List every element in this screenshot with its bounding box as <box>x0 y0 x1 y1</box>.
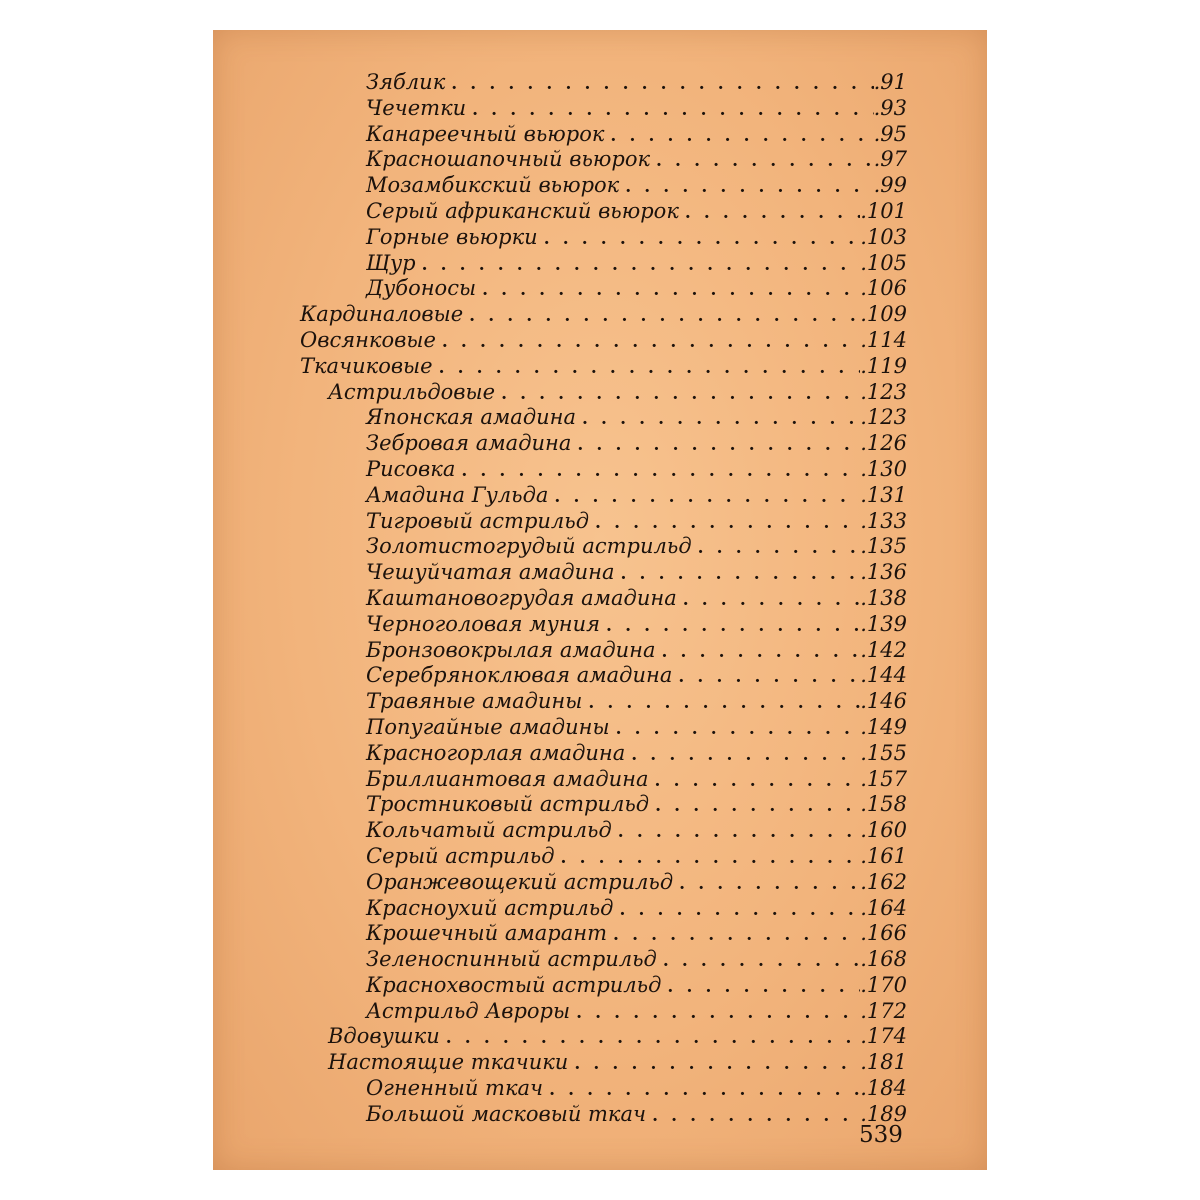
toc-entry-title: Серый африканский вьюрок <box>366 198 679 223</box>
toc-entry-page: .136 <box>860 560 907 585</box>
toc-entry <box>300 354 907 380</box>
toc-entry-title: Вдовушки <box>328 1024 440 1049</box>
toc-entry-title: Красноухий астрильд <box>366 895 614 920</box>
dot-leader <box>595 509 860 537</box>
dot-leader <box>656 147 874 175</box>
toc-entry-page: .166 <box>860 921 907 946</box>
dot-leader <box>619 896 860 924</box>
toc-entry-page: .164 <box>860 895 907 920</box>
toc-entry-page: .146 <box>860 689 907 714</box>
toc-entry-page: .161 <box>860 843 907 868</box>
toc-entry-title: Амадина Гульда <box>366 482 549 507</box>
toc-entry <box>366 689 907 715</box>
toc-entry-title: Золотистогрудый астрильд <box>366 534 692 559</box>
toc-entry <box>366 1102 907 1128</box>
dot-leader <box>698 534 861 562</box>
toc-entry-page: .93 <box>873 95 907 120</box>
dot-leader <box>588 689 860 717</box>
toc-entry-title: Астрильдовые <box>328 379 496 404</box>
toc-entry-page: .91 <box>873 70 907 94</box>
toc-entry-title: Серебряноклювая амадина <box>366 663 673 688</box>
toc-entry <box>366 999 907 1025</box>
toc-entry-title: Астрильд Авроры <box>366 998 571 1023</box>
toc-entry-title: Тростниковый астрильд <box>366 792 650 817</box>
toc-entry-title: Чечетки <box>366 95 467 120</box>
toc-entry-title: Крошечный амарант <box>366 921 608 946</box>
dot-leader <box>574 1050 860 1078</box>
toc-entry-title: Японская амадина <box>366 405 576 430</box>
toc-entry-title: Чешуйчатая амадина <box>366 560 615 585</box>
toc-entry-page: .130 <box>860 456 907 481</box>
dot-leader <box>618 818 860 846</box>
toc-entry-page: .138 <box>860 585 907 610</box>
dot-leader <box>679 870 860 898</box>
toc-entry-page: .162 <box>860 869 907 894</box>
toc-entry-page: .105 <box>860 250 907 275</box>
toc-entry <box>366 225 907 251</box>
toc-entry-page: .155 <box>860 740 907 765</box>
toc-entry-title: Кардиналовые <box>300 302 464 327</box>
toc-entry-title: Огненный ткач <box>366 1076 544 1101</box>
toc-entry-title: Зебровая амадина <box>366 431 572 456</box>
dot-leader <box>544 225 861 253</box>
toc-entry <box>366 534 907 560</box>
dot-leader <box>655 767 861 795</box>
dot-leader <box>442 328 860 356</box>
toc-entry-page: .157 <box>860 766 907 791</box>
dot-leader <box>582 405 860 433</box>
toc-entry-page: .123 <box>860 405 907 430</box>
toc-entry <box>366 431 907 457</box>
toc-entry-page: .168 <box>860 947 907 972</box>
dot-leader <box>613 921 860 949</box>
toc-entry-title: Черноголовая муния <box>366 611 601 636</box>
dot-leader <box>616 715 861 743</box>
toc-entry <box>328 380 907 406</box>
toc-entry-page: .119 <box>860 353 907 378</box>
toc-entry <box>366 405 907 431</box>
toc-entry <box>366 586 907 612</box>
dot-leader <box>621 560 861 588</box>
toc-entry <box>366 921 907 947</box>
toc-entry-title: Дубоносы <box>366 276 477 301</box>
dot-leader <box>683 586 861 614</box>
toc-entry-title: Ткачиковые <box>300 353 433 378</box>
dot-leader <box>678 663 860 691</box>
toc-entry-page: .126 <box>860 431 907 456</box>
toc-entry <box>366 715 907 741</box>
toc-entry <box>366 767 907 793</box>
toc-entry-page: .133 <box>860 508 907 533</box>
dot-leader <box>625 173 873 201</box>
toc-entry <box>366 947 907 973</box>
dot-leader <box>549 1076 860 1104</box>
toc-entry <box>366 663 907 689</box>
dot-leader <box>461 457 860 485</box>
toc-entry-page: .103 <box>860 224 907 249</box>
toc-entry-title: Красношапочный вьюрок <box>366 147 651 172</box>
toc-entry <box>366 741 907 767</box>
toc-entry-title: Попугайные амадины <box>366 714 610 739</box>
toc-entry <box>366 638 907 664</box>
toc-entry <box>328 1024 907 1050</box>
toc-entry-page: .99 <box>873 173 907 198</box>
toc-entry <box>366 560 907 586</box>
dot-leader <box>501 380 860 408</box>
toc-entry-title: Настоящие ткачики <box>328 1050 569 1075</box>
dot-leader <box>606 612 860 640</box>
toc-entry <box>366 844 907 870</box>
toc-entry-title: Бронзовокрылая амадина <box>366 637 656 662</box>
toc-entry <box>366 896 907 922</box>
toc-entry-title: Красногорлая амадина <box>366 740 626 765</box>
toc-entry <box>366 818 907 844</box>
dot-leader <box>667 973 860 1001</box>
toc-entry-title: Мозамбикский вьюрок <box>366 173 620 198</box>
toc-entry-title: Каштановогрудая амадина <box>366 585 677 610</box>
toc-entry-title: Щур <box>366 250 416 275</box>
toc-entry-title: Кольчатый астрильд <box>366 818 612 843</box>
dot-leader <box>655 792 860 820</box>
toc-entry-page: .123 <box>860 379 907 404</box>
toc-entry-page: .109 <box>860 302 907 327</box>
toc-entry <box>366 509 907 535</box>
toc-entry-title: Бриллиантовая амадина <box>366 766 649 791</box>
toc-entry <box>366 792 907 818</box>
toc-entry-title: Серый астрильд <box>366 843 555 868</box>
toc-entry <box>366 457 907 483</box>
dot-leader <box>576 999 860 1027</box>
toc-entry-title: Овсянковые <box>300 327 436 352</box>
toc-entry-title: Травяные амадины <box>366 689 583 714</box>
toc-entry <box>300 302 907 328</box>
toc-entry-page: .135 <box>860 534 907 559</box>
toc-entry-title: Зяблик <box>366 70 446 94</box>
dot-leader <box>482 276 860 304</box>
toc-entry-title: Большой масковый ткач <box>366 1101 647 1126</box>
toc-entry <box>366 199 907 225</box>
toc-entry-title: Тигровый астрильд <box>366 508 590 533</box>
dot-leader <box>685 199 860 227</box>
toc-entry-page: .95 <box>873 121 907 146</box>
toc-entry <box>300 328 907 354</box>
toc-entry-page: .142 <box>860 637 907 662</box>
toc-entry <box>366 1076 907 1102</box>
toc-entry-page: .158 <box>860 792 907 817</box>
toc-entry-page: .189 <box>860 1101 907 1126</box>
toc-entry-page: .149 <box>860 714 907 739</box>
toc-entry <box>366 70 907 96</box>
dot-leader <box>472 96 873 124</box>
dot-leader <box>662 638 861 666</box>
toc-entry-page: .131 <box>860 482 907 507</box>
toc-entry <box>328 1050 907 1076</box>
toc-entry-page: .144 <box>860 663 907 688</box>
dot-leader <box>439 354 861 382</box>
toc-entry-title: Зеленоспинный астрильд <box>366 947 657 972</box>
toc-entry-page: .170 <box>860 972 907 997</box>
toc-entry <box>366 612 907 638</box>
dot-leader <box>554 483 860 511</box>
dot-leader <box>469 302 860 330</box>
toc-entry-title: Канареечный вьюрок <box>366 121 605 146</box>
toc-entry <box>366 251 907 277</box>
toc-entry-page: .139 <box>860 611 907 636</box>
dot-leader <box>561 844 861 872</box>
toc-entry <box>366 276 907 302</box>
toc-entry-page: .160 <box>860 818 907 843</box>
toc-entry-page: .172 <box>860 998 907 1023</box>
dot-leader <box>451 70 873 98</box>
table-of-contents <box>213 70 987 1128</box>
dot-leader <box>652 1102 860 1130</box>
toc-entry <box>366 147 907 173</box>
toc-entry <box>366 173 907 199</box>
book-page <box>213 30 987 1170</box>
toc-entry <box>366 973 907 999</box>
dot-leader <box>663 947 860 975</box>
toc-entry <box>366 96 907 122</box>
toc-entry-page: .114 <box>860 327 907 352</box>
toc-entry-title: Краснохвостый астрильд <box>366 972 662 997</box>
toc-entry-title: Оранжевощекий астрильд <box>366 869 674 894</box>
toc-entry <box>366 870 907 896</box>
dot-leader <box>422 251 861 279</box>
toc-entry-page: .181 <box>860 1050 907 1075</box>
toc-entry-page: .184 <box>860 1076 907 1101</box>
toc-entry-page: .101 <box>860 198 907 223</box>
toc-entry-title: Рисовка <box>366 456 456 481</box>
dot-leader <box>610 122 873 150</box>
toc-entry <box>366 122 907 148</box>
dot-leader <box>446 1024 860 1052</box>
toc-entry <box>366 483 907 509</box>
dot-leader <box>631 741 860 769</box>
toc-entry-title: Горные вьюрки <box>366 224 538 249</box>
toc-entry-page: .106 <box>860 276 907 301</box>
toc-entry-page: .174 <box>860 1024 907 1049</box>
dot-leader <box>577 431 860 459</box>
page-number: 539 <box>859 1122 903 1148</box>
toc-entry-page: .97 <box>873 147 907 172</box>
